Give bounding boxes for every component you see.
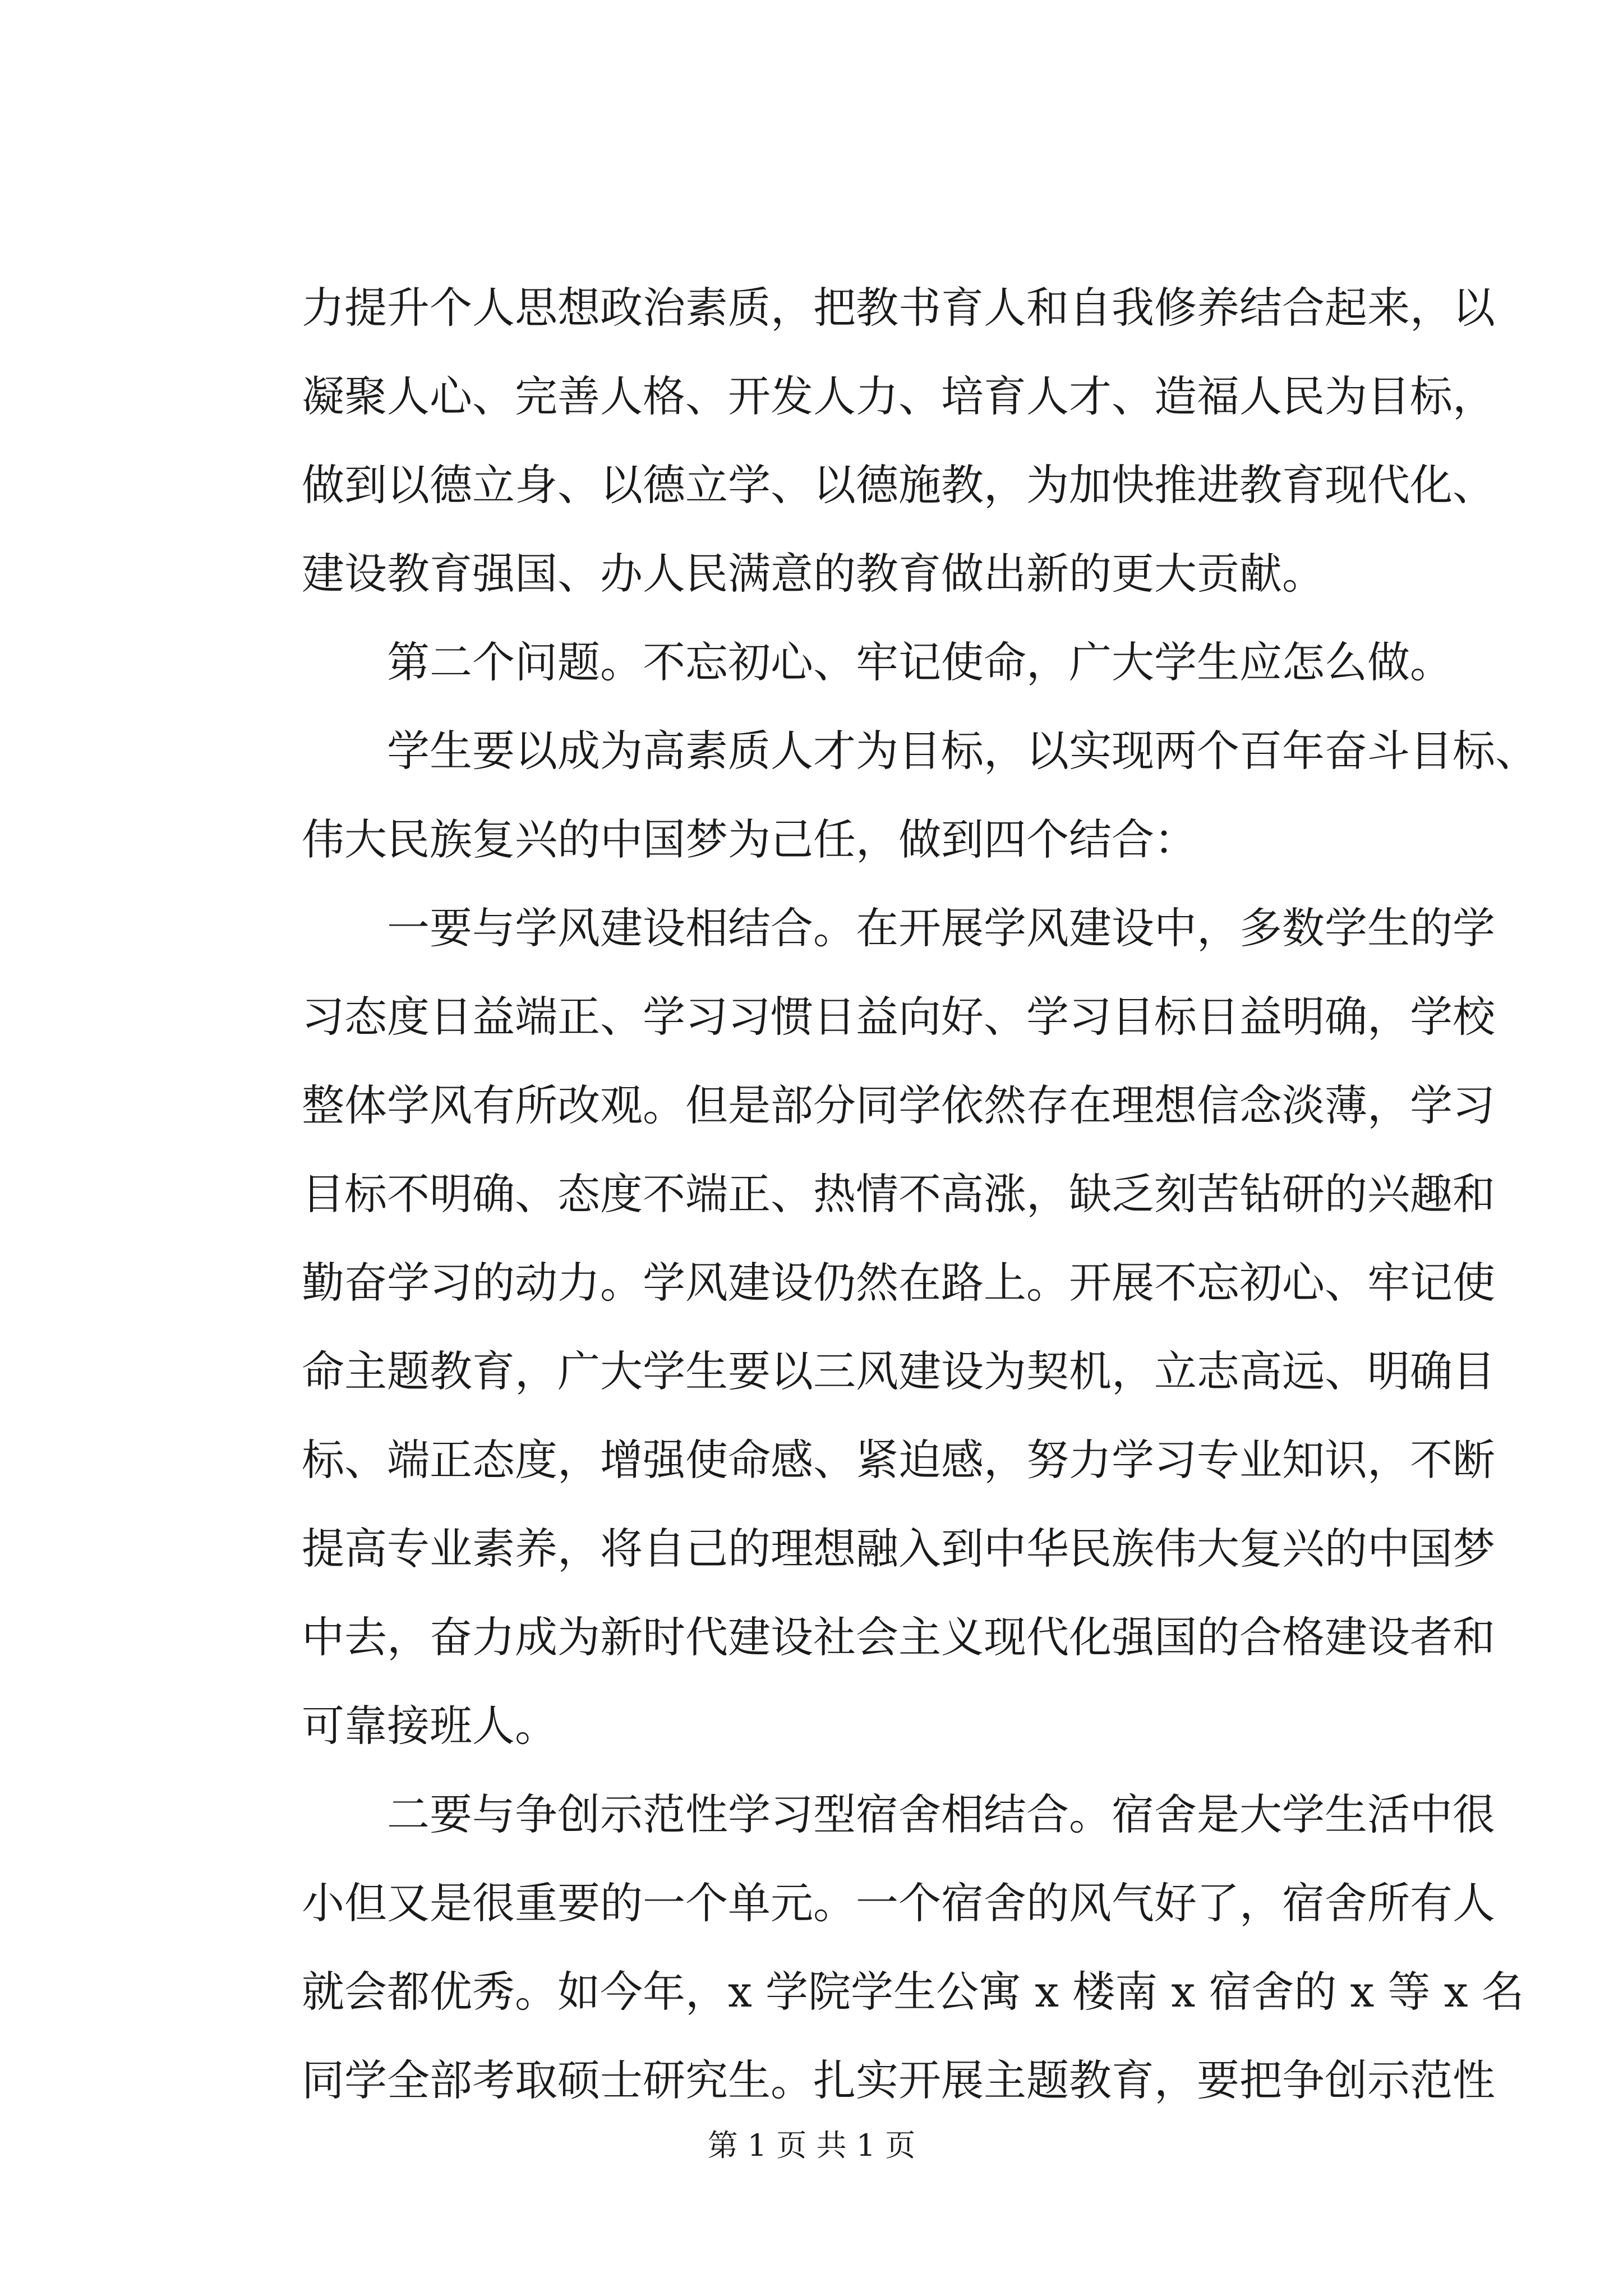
text-line: 习态度日益端正、学习习惯日益向好、学习目标日益明确，学校 (302, 992, 1495, 1042)
text-line: 建设教育强国、办人民满意的教育做出新的更大贡献。 (302, 549, 1325, 599)
text-line: 学生要以成为高素质人才为目标，以实现两个百年奋斗目标、 (387, 726, 1538, 776)
text-line: 伟大民族复兴的中国梦为己任，做到四个结合： (302, 815, 1197, 864)
text-line: 第二个问题。不忘初心、牢记使命，广大学生应怎么做。 (387, 637, 1453, 687)
text-line: 可靠接班人。 (302, 1701, 557, 1751)
text-line: 勤奋学习的动力。学风建设仍然在路上。开展不忘初心、牢记使 (302, 1258, 1495, 1308)
document-body (302, 264, 1538, 2125)
text-line: 力提升个人思想政治素质，把教书育人和自我修养结合起来，以 (302, 283, 1495, 333)
text-line: 目标不明确、态度不端正、热情不高涨，缺乏刻苦钻研的兴趣和 (302, 1169, 1495, 1219)
text-line: 一要与学风建设相结合。在开展学风建设中，多数学生的学 (387, 903, 1495, 953)
text-line: 标、端正态度，增强使命感、紧迫感，努力学习专业知识，不断 (302, 1435, 1495, 1485)
text-line: 就会都优秀。如今年，x 学院学生公寓 x 楼南 x 宿舍的 x 等 x 名 (302, 1967, 1524, 2017)
text-line: 中去，奋力成为新时代建设社会主义现代化强国的合格建设者和 (302, 1612, 1495, 1662)
text-line: 小但又是很重要的一个单元。一个宿舍的风气好了，宿舍所有人 (302, 1878, 1495, 1928)
text-line: 做到以德立身、以德立学、以德施教，为加快推进教育现代化、 (302, 460, 1495, 510)
text-line: 同学全部考取硕士研究生。扎实开展主题教育，要把争创示范性 (302, 2055, 1495, 2105)
text-line: 整体学风有所改观。但是部分同学依然存在理想信念淡薄，学习 (302, 1080, 1495, 1130)
page-number-footer: 第 1 页 共 1 页 (707, 2128, 916, 2163)
text-line: 凝聚人心、完善人格、开发人力、培育人才、造福人民为目标， (302, 371, 1495, 421)
text-line: 二要与争创示范性学习型宿舍相结合。宿舍是大学生活中很 (387, 1789, 1495, 1839)
text-line: 提高专业素养，将自己的理想融入到中华民族伟大复兴的中国梦 (302, 1524, 1495, 1573)
text-line: 命主题教育，广大学生要以三风建设为契机，立志高远、明确目 (302, 1346, 1495, 1396)
